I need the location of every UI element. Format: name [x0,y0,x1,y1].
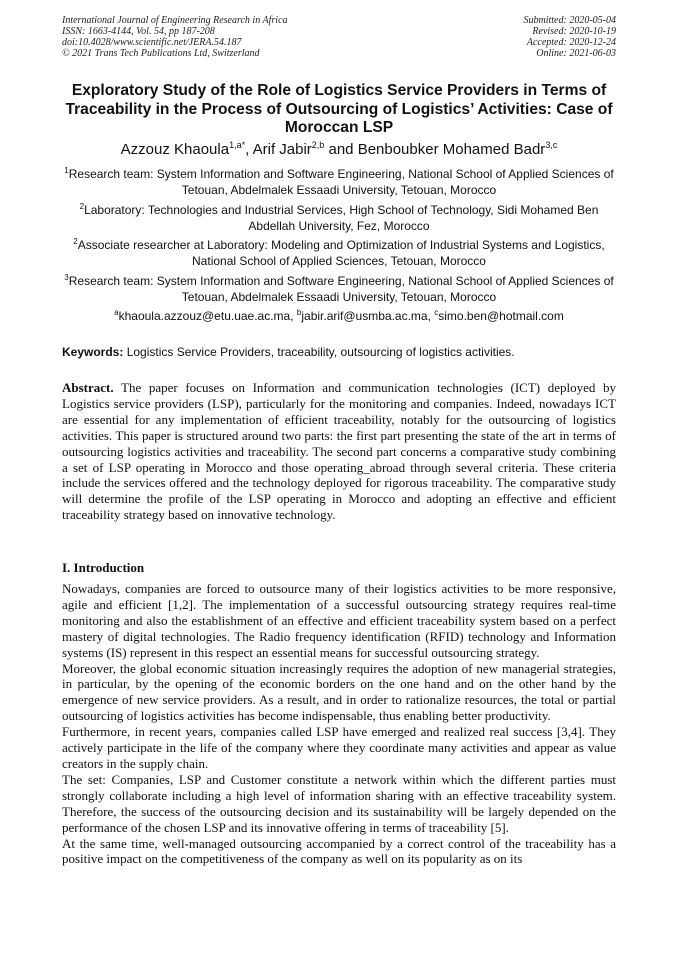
journal-doi: doi:10.4028/www.scientific.net/JERA.54.187 [62,37,242,48]
affiliation-mark: 2 [79,202,85,211]
keywords-label: Keywords: [62,345,124,359]
author-affiliation-mark: 3,c [545,140,558,150]
affiliation [62,167,616,198]
journal-issn: ISSN: 1663-4144, Vol. 54, pp 187-208 [62,26,215,37]
body-paragraph: The set: Companies, LSP and Customer constitute a network within which the different parties must strongly collaborate including a high level of information sharing with an effective traceability system. Therefore, the success of the outsourcing decision and its sustainability will be largely depended on the performance of the chosen LSP and its innovative offering in terms of traceability [5]. [62,771,616,835]
email-mark: b [296,308,302,317]
affiliation [62,274,616,305]
affiliation-mark: 3 [64,273,69,282]
journal-copyright: © 2021 Trans Tech Publications Ltd, Switzerland [62,48,260,59]
body-paragraph: Furthermore, in recent years, companies called LSP have emerged and realized real success [3,4]. They actively participate in the life of the company where they coordinate many activities and appear as value creators in the supply chain. [62,724,616,771]
abstract-label: Abstract. [62,380,114,395]
author-name: Azzouz Khaoula [120,141,230,158]
abstract [62,380,616,523]
section-heading: I. Introduction [62,560,145,575]
email-address: khaoula.azzouz@etu.uae.ac.ma [118,309,291,323]
email-address: simo.ben@hotmail.com [438,309,564,323]
journal-name: International Journal of Engineering Research in Africa [62,15,288,26]
affiliation-text: Laboratory: Technologies and Industrial Services, High School of Technology, Sidi Mohamed Ben Abdellah University, Fez, Morocco [84,203,599,233]
date-submitted: Submitted: 2020-05-04 [523,15,616,26]
author-conjunction: and [328,141,354,158]
abstract-text: The paper focuses on Information and communication technologies (ICT) deployed by Logistics service providers (LSP), particularly for the monitoring and companies. Indeed, nowadays ICT are essential for any implementation of efficient traceability, notably for the outsourcing of logistics activities. This paper is structured around two parts: the first part presenting the state of the art in terms of outsourcing logistics activities and traceability. The second part concerns a comparative study combining a set of LSP operating in Morocco and those operating_abroad through several criteria. These criteria include the services offered and the technology deployed for rigorous traceability. The comparative study will determine the profile of the LSP operating in Morocco and adopting an effective and efficient traceability strategy based on innovative technology. [62,380,616,523]
affiliation-text: Research team: System Information and Software Engineering, National School of Applied Sciences of Tetouan, Abdelmalek Essaadi University, Tetouan, Morocco [68,274,614,304]
date-revised: Revised: 2020-10-19 [532,26,616,37]
body-paragraph: Nowadays, companies are forced to outsource many of their logistics activities to be more responsive, agile and efficient [1,2]. The implementation of a successful outsourcing strategy requires real-time monitoring and also the establishment of an effective and efficient traceability system based on a perfect mastery of digital technologies. The Radio frequency identification (RFID) technology and Information systems (IS) represent in this respect an essential means for successful outsourcing strategy. [62,581,616,660]
affiliation [62,203,616,234]
affiliation-mark: 2 [73,237,78,246]
email-mark: a [114,308,119,317]
publication-dates [524,15,617,59]
journal-info [62,15,288,59]
date-accepted: Accepted: 2020-12-24 [526,37,616,48]
body-paragraph: Moreover, the global economic situation increasingly requires the adoption of new managerial strategies, in particular, by the opening of the economic borders on the one hand and on the other hand by the emergence of new service providers. As a result, and in order to rationalize resources, the total or partial outsourcing of logistics activities has become indispensable, thus enabling better productivity. [62,660,616,724]
affiliation-mark: 1 [64,166,69,175]
body-paragraph: At the same time, well-managed outsourcing accompanied by a correct control of the traceability has a positive impact on the competitiveness of the company as well on its popularity as on its [62,835,616,867]
affiliation [62,238,616,269]
keywords-text: Logistics Service Providers, traceability, outsourcing of logistics activities. [126,345,515,359]
date-online: Online: 2021-06-03 [536,48,616,59]
email-mark: c [434,308,439,317]
affiliation-text: Research team: System Information and Software Engineering, National School of Applied Sciences of Tetouan, Abdelmalek Essaadi University, Tetouan, Morocco [68,167,614,197]
email-address: jabir.arif@usmba.ac.ma [301,309,428,323]
author-affiliation-mark: 1,a* [229,140,246,150]
keywords [62,345,616,360]
author-name: Benboubker Mohamed Badr [357,141,546,158]
affiliation-text: Associate researcher at Laboratory: Modeling and Optimization of Industrial Systems and Logistics, National School of Applied Sciences, Tetouan, Morocco [77,238,605,268]
author-emails: $^a$khaoula.azzouz@etu.uae.ac.ma, $^b$jabir.arif@usmba.ac.ma, $^c$simo.ben@hotmail.com [114,308,564,323]
section-body [62,581,616,867]
author-list: Azzouz Khaoula$^{1,a*}$, Arif Jabir$^{2,b}$ and Benboubker Mohamed Badr$^{3,c}$ [120,140,558,158]
paper-title: Exploratory Study of the Role of Logistics Service Providers in Terms of Traceability in the Process of Outsourcing of Logistics’ Activities: Case of Moroccan LSP [65,82,613,136]
author-affiliation-mark: 2,b [311,140,325,150]
author-name: Arif Jabir [252,141,312,158]
